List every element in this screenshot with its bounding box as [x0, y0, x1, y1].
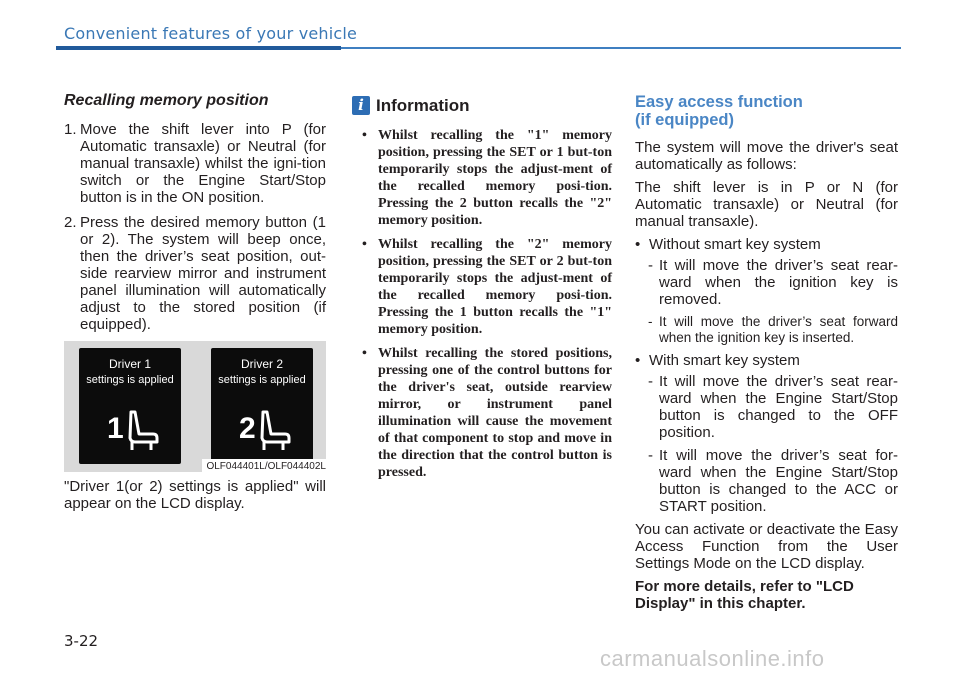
- step-number: 1.: [64, 121, 77, 138]
- lcd-figure: [64, 341, 326, 472]
- easy-access-heading: Easy access function (if equipped): [635, 93, 803, 129]
- paragraph: The shift lever is in P or N (for Automatic transaxle) or Neutral (for manual transaxle).: [635, 179, 898, 230]
- lcd-screen-driver1: [79, 348, 181, 464]
- recall-heading: Recalling memory position: [64, 92, 269, 109]
- lcd-screen-driver2: [211, 348, 313, 464]
- sub-item: - It will move the driver’s seat rear-ward when the ignition key is removed.: [648, 257, 898, 308]
- step-text: Move the shift lever into P (for Automatic transaxle) or Neutral (for manual transaxle) whilst the igni-tion switch or the Engine Start/Stop button is in the ON position.: [80, 121, 326, 206]
- seat-digit: 2: [239, 412, 256, 445]
- step-number: 2.: [64, 214, 77, 231]
- page-number: 3-22: [64, 632, 99, 650]
- header-rule-dark: [56, 46, 341, 50]
- section-title: Convenient features of your vehicle: [64, 24, 358, 43]
- seat-digit: 1: [107, 412, 124, 445]
- step-item: [64, 121, 326, 206]
- seat-2-icon: [237, 402, 291, 458]
- step-text: Press the desired memory button (1 or 2). The system will beep once, then the driver’s seat position, out-side rearview mirror and instrument panel illumination will automatically adjust to the stored position (if equipped).: [80, 214, 326, 333]
- bullet-item: • With smart key system: [635, 352, 800, 369]
- lcd-line1: Driver 2: [240, 357, 283, 371]
- information-item: • Whilst recalling the stored positions, pressing one of the control buttons for the driver's seat, outside rearview mirror, or instrument panel illumination will cause the movement of that component to stop and move in the direction that the control button is pressed.: [362, 346, 612, 480]
- sub-item: - It will move the driver’s seat rear-ward when the Engine Start/Stop button is changed to the OFF position.: [648, 373, 898, 441]
- header-rule-light: [341, 47, 901, 49]
- lcd-message-text: "Driver 1(or 2) settings is applied" will appear on the LCD display.: [64, 478, 326, 512]
- recall-steps: [64, 121, 326, 333]
- info-icon: i: [352, 96, 370, 115]
- reference-note: For more details, refer to "LCD Display" in this chapter.: [635, 578, 854, 612]
- column-information: [358, 88, 612, 488]
- step-item: [64, 214, 326, 333]
- information-item: • Whilst recalling the "1" memory position, pressing the SET or 1 but-ton temporarily stops the adjust-ment of the recalled memory posi-tion. Pressing the 2 button recalls the "2" memory position.: [362, 128, 612, 228]
- sub-item: - It will move the driver’s seat for-ward when the Engine Start/Stop button is changed to the ACC or START position.: [648, 447, 898, 515]
- lcd-line1: Driver 1: [108, 357, 151, 371]
- lcd-line2: settings is applied: [86, 374, 174, 386]
- information-item: • Whilst recalling the "2" memory position, pressing the SET or 2 but-ton temporarily stops the adjust-ment of the recalled memory posi-tion. Pressing the 1 button recalls the "1" memory position.: [362, 237, 612, 337]
- information-list: [362, 127, 612, 481]
- information-title: Information: [376, 96, 470, 115]
- column-easy-access: [635, 88, 898, 612]
- information-heading: [358, 96, 612, 115]
- seat-1-icon: [105, 402, 159, 458]
- lcd-line2: settings is applied: [218, 374, 306, 386]
- sub-item: - It will move the driver’s seat forward when the ignition key is inserted.: [648, 314, 898, 345]
- watermark: carmanualsonline.info: [600, 646, 825, 671]
- paragraph: The system will move the driver's seat automatically as follows:: [635, 139, 898, 173]
- column-memory-recall: [64, 88, 326, 518]
- figure-caption: OLF044401L/OLF044402L: [202, 459, 326, 473]
- paragraph: You can activate or deactivate the Easy Access Function from the User Settings Mode on the LCD display.: [635, 521, 898, 572]
- bullet-item: • Without smart key system: [635, 236, 821, 253]
